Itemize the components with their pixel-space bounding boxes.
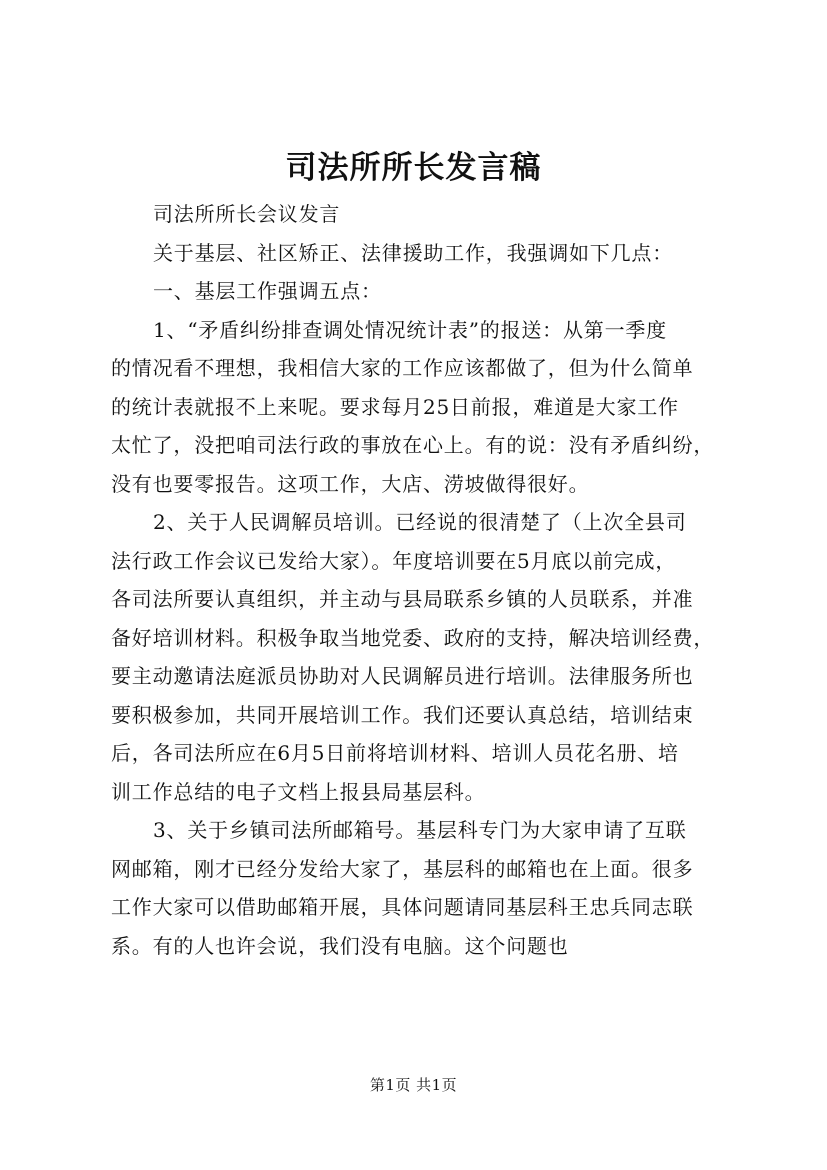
paragraph-line: 各司法所要认真组织，并主动与县局联系乡镇的人员联系，并准 [111, 587, 694, 611]
paragraph-line: 后，各司法所应在6月5日前将培训材料、培训人员花名册、培 [111, 741, 679, 765]
paragraph-line: 3、关于乡镇司法所邮箱号。基层科专门为大家申请了互联 [153, 818, 687, 842]
paragraph-line: 一、基层工作强调五点： [153, 279, 382, 303]
paragraph-line: 要积极参加，共同开展培训工作。我们还要认真总结，培训结束 [111, 702, 694, 727]
paragraph [111, 311, 721, 504]
paragraph-line: 司法所所长会议发言 [153, 202, 341, 226]
paragraph-line: 太忙了，没把咱司法行政的事放在心上。有的说：没有矛盾纠纷， [111, 433, 715, 457]
paragraph [111, 195, 721, 234]
paragraph-line: 关于基层、社区矫正、法律援助工作，我强调如下几点： [153, 240, 673, 265]
paragraph-line: 训工作总结的电子文档上报县局基层科。 [111, 779, 486, 804]
paragraph [111, 272, 721, 311]
document-body [111, 195, 721, 965]
paragraph-line: 法行政工作会议已发给大家）。年度培训要在5月底以前完成， [111, 548, 677, 573]
paragraph-line: 1、“矛盾纠纷排查调处情况统计表”的报送：从第一季度 [153, 317, 667, 342]
paragraph [111, 811, 721, 965]
document-title: 司法所所长发言稿 [285, 150, 542, 186]
paragraph-line: 的统计表就报不上来呢。要求每月25日前报，难道是大家工作 [111, 394, 679, 419]
paragraph-line: 系。有的人也许会说，我们没有电脑。这个问题也 [111, 933, 569, 958]
paragraph-line: 要主动邀请法庭派员协助对人民调解员进行培训。法律服务所也 [111, 664, 694, 688]
paragraph-line: 的情况看不理想，我相信大家的工作应该都做了，但为什么简单 [111, 356, 694, 380]
paragraph-line: 网邮箱，刚才已经分发给大家了，基层科的邮箱也在上面。很多 [111, 856, 694, 881]
page-footer: 第1页 共1页 [369, 1076, 458, 1094]
paragraph-line: 没有也要零报告。这项工作，大店、涝坡做得很好。 [111, 471, 590, 496]
paragraph [111, 234, 721, 273]
paragraph-line: 2、关于人民调解员培训。已经说的很清楚了（上次全县司 [153, 510, 687, 534]
paragraph-line: 工作大家可以借助邮箱开展，具体问题请同基层科王忠兵同志联 [111, 895, 694, 919]
paragraph [111, 503, 721, 811]
paragraph-line: 备好培训材料。积极争取当地党委、政府的支持，解决培训经费， [111, 625, 715, 650]
